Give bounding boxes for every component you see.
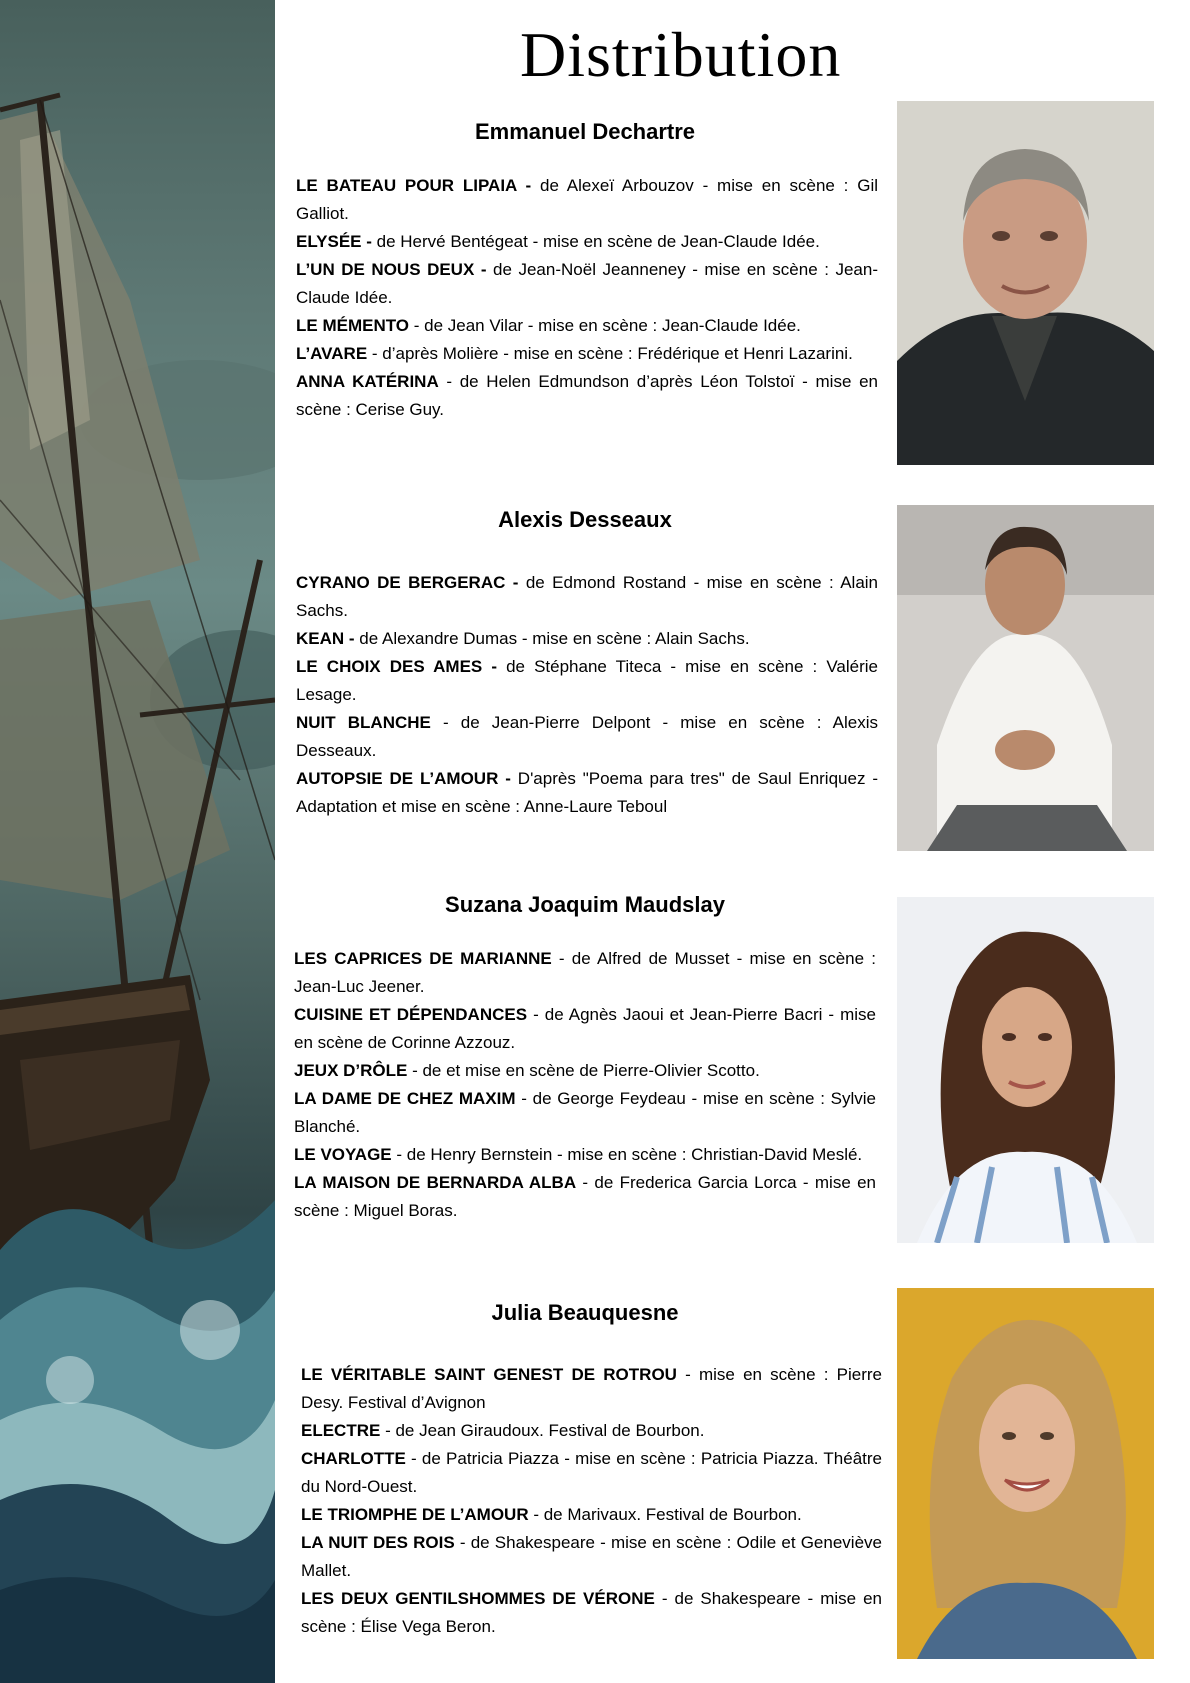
- play-title: LE TRIOMPHE DE L’AMOUR: [301, 1505, 529, 1524]
- actor-name: Emmanuel Dechartre: [474, 119, 696, 144]
- credits-list: [296, 569, 878, 821]
- play-details: - de Marivaux. Festival de Bourbon.: [528, 1505, 802, 1524]
- play-title: LA DAME DE CHEZ MAXIM: [294, 1089, 516, 1108]
- play-title: JEUX D’RÔLE: [294, 1061, 408, 1080]
- play-title: LE VOYAGE: [294, 1145, 392, 1164]
- play-title: CYRANO DE BERGERAC -: [296, 573, 519, 592]
- credit-item: [294, 945, 876, 1001]
- credit-item: [296, 340, 878, 368]
- credit-item: [294, 1141, 876, 1169]
- credits-list: [296, 172, 878, 424]
- play-title: LE VÉRITABLE SAINT GENEST DE ROTROU: [301, 1365, 677, 1384]
- credit-item: [296, 256, 878, 312]
- portrait-icon: [897, 505, 1154, 851]
- play-details: - de Agnès Jaoui et Jean-Pierre Bacri - mise en scène de Corinne Azzouz.: [294, 1005, 876, 1052]
- play-details: - de George Feydeau - mise en scène : Sylvie Blanché.: [294, 1089, 877, 1136]
- credit-item: [301, 1361, 882, 1417]
- portrait-icon: [897, 101, 1154, 465]
- credit-item: [296, 765, 878, 821]
- credit-item: [296, 172, 878, 228]
- credit-item: [294, 1169, 876, 1225]
- credit-item: [294, 1057, 876, 1085]
- play-title: AUTOPSIE DE L’AMOUR -: [296, 769, 511, 788]
- play-title: LES CAPRICES DE MARIANNE: [294, 949, 552, 968]
- play-title: LE BATEAU POUR LIPAIA -: [296, 176, 532, 195]
- portrait-icon: [897, 897, 1154, 1243]
- play-details: - de Helen Edmundson d’après Léon Tolstoï - mise en scène : Cerise Guy.: [296, 372, 878, 419]
- play-details: - de Alfred de Musset - mise en scène : Jean-Luc Jeener.: [294, 949, 876, 996]
- credit-item: [296, 312, 878, 340]
- play-details: - de Patricia Piazza - mise en scène : Patricia Piazza. Théâtre du Nord-Ouest.: [301, 1449, 882, 1496]
- play-details: de Stéphane Titeca - mise en scène : Valérie Lesage.: [296, 657, 878, 704]
- play-details: - de Shakespeare - mise en scène : Odile et Geneviève Mallet.: [301, 1533, 882, 1580]
- play-details: - d’après Molière - mise en scène : Frédérique et Henri Lazarini.: [367, 344, 853, 363]
- play-title: LE MÉMENTO: [296, 316, 410, 335]
- credit-item: [296, 653, 878, 709]
- play-title: ANNA KATÉRINA: [296, 372, 439, 391]
- credit-item: [296, 368, 878, 424]
- credit-item: [296, 709, 878, 765]
- credit-item: [296, 625, 878, 653]
- play-title: NUIT BLANCHE: [296, 713, 431, 732]
- play-details: de Alexeï Arbouzov - mise en scène : Gil Galliot.: [296, 176, 878, 223]
- play-title: L’UN DE NOUS DEUX -: [296, 260, 487, 279]
- actor-name: Alexis Desseaux: [498, 507, 672, 532]
- credit-item: [294, 1085, 876, 1141]
- play-details: - de Shakespeare - mise en scène : Élise Vega Beron.: [301, 1589, 883, 1636]
- play-title: CHARLOTTE: [301, 1449, 406, 1468]
- credit-item: [296, 569, 878, 625]
- page-title: Distribution: [520, 19, 842, 90]
- credit-item: [301, 1501, 882, 1529]
- play-details: - de Jean Giraudoux. Festival de Bourbon.: [380, 1421, 705, 1440]
- play-details: de Jean-Noël Jeanneney - mise en scène : Jean-Claude Idée.: [296, 260, 878, 307]
- play-title: LE CHOIX DES AMES -: [296, 657, 497, 676]
- play-details: - de Jean Vilar - mise en scène : Jean-Claude Idée.: [409, 316, 801, 335]
- play-title: CUISINE ET DÉPENDANCES: [294, 1005, 528, 1024]
- play-details: - de et mise en scène de Pierre-Olivier Scotto.: [407, 1061, 760, 1080]
- play-details: de Hervé Bentégeat - mise en scène de Jean-Claude Idée.: [371, 232, 820, 251]
- play-details: - de Henry Bernstein - mise en scène : Christian-David Meslé.: [391, 1145, 863, 1164]
- play-title: ELECTRE: [301, 1421, 381, 1440]
- actor-name: Julia Beauquesne: [491, 1300, 679, 1325]
- credit-item: [301, 1445, 882, 1501]
- credits-list: [294, 945, 876, 1225]
- actor-photo-julia-beauquesne: [897, 1288, 1154, 1659]
- sailing-ship-illustration: [0, 0, 275, 1683]
- credit-item: [301, 1585, 882, 1641]
- credits-list: [301, 1361, 882, 1641]
- play-title: LES DEUX GENTILSHOMMES DE VÉRONE: [301, 1589, 655, 1608]
- play-title: KEAN -: [296, 629, 355, 648]
- actor-photo-alexis-desseaux: [897, 505, 1154, 851]
- credit-item: [301, 1417, 882, 1445]
- credit-item: [301, 1529, 882, 1585]
- play-details: D'après "Poema para tres" de Saul Enriquez - Adaptation et mise en scène : Anne-Laure Teboul: [296, 769, 878, 816]
- play-title: L’AVARE: [296, 344, 368, 363]
- play-details: de Alexandre Dumas - mise en scène : Alain Sachs.: [354, 629, 750, 648]
- play-details: - de Frederica Garcia Lorca - mise en scène : Miguel Boras.: [294, 1173, 876, 1220]
- credit-item: [296, 228, 878, 256]
- portrait-icon: [897, 1288, 1154, 1659]
- actor-photo-suzana-joaquim-maudslay: [897, 897, 1154, 1243]
- play-title: ELYSÉE -: [296, 232, 372, 251]
- ship-storm-icon: [0, 0, 275, 1683]
- play-title: LA MAISON DE BERNARDA ALBA: [294, 1173, 577, 1192]
- play-details: - mise en scène : Pierre Desy. Festival d’Avignon: [301, 1365, 882, 1412]
- actor-name: Suzana Joaquim Maudslay: [445, 892, 725, 917]
- play-title: LA NUIT DES ROIS: [301, 1533, 455, 1552]
- credit-item: [294, 1001, 876, 1057]
- actor-photo-emmanuel-dechartre: [897, 101, 1154, 465]
- play-details: - de Jean-Pierre Delpont - mise en scène : Alexis Desseaux.: [296, 713, 878, 760]
- play-details: de Edmond Rostand - mise en scène : Alain Sachs.: [296, 573, 878, 620]
